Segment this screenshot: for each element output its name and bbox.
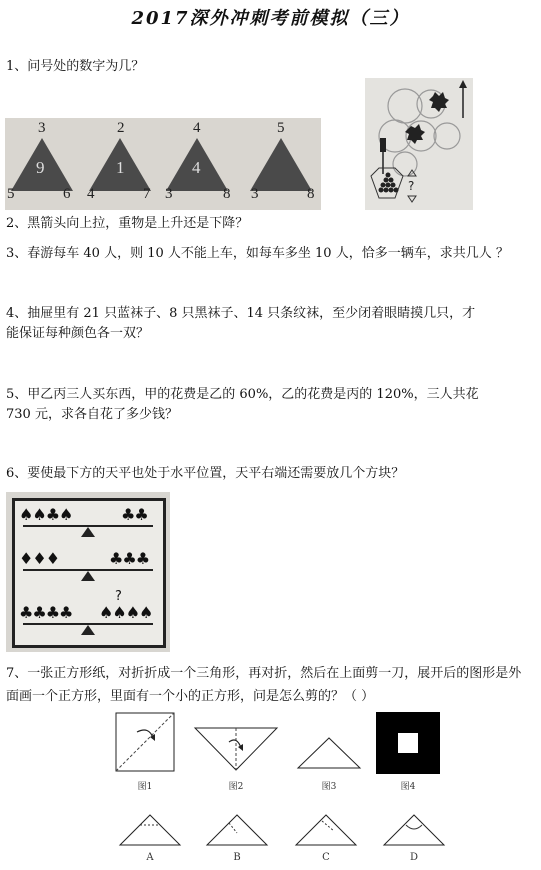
balance3-fulcrum [81,625,95,635]
tri3-top: 4 [193,120,201,136]
option-b-figure [205,811,269,847]
balance2-fulcrum [81,571,95,581]
option-c-label: C [322,852,330,863]
fold-caption-3: 图3 [321,782,337,792]
fold-figure-2 [193,726,279,774]
tri2-right: 7 [143,186,151,202]
balance1-right: ♣♣ [121,505,148,524]
triangle-4 [250,138,312,191]
balance1-left: ♠♠♣♠ [19,505,73,524]
gear-pulley-image [365,78,473,210]
fold-figure-4 [376,712,440,774]
balance-puzzle-image [6,492,170,652]
question-7-line2: 面画一个正方形，里面有一个小的正方形，问是怎么剪的？（ ） [6,689,375,704]
fold-caption-1: 图1 [137,782,153,792]
question-7-line1: 7、一张正方形纸，对折折成一个三角形，再对折，然后在上面剪一刀，展开后的图形是外 [6,666,522,681]
tri1-top: 3 [38,120,46,136]
question-1: 1、问号处的数字为几？ [6,59,145,74]
question-2: 2、黑箭头向上拉，重物是上升还是下降？ [6,216,249,231]
balance-frame [12,498,166,648]
option-d-figure [382,811,446,847]
tri3-right: 8 [223,186,231,202]
option-a-label: A [146,852,154,863]
balance3-right: ♠♠♠♠ [99,603,153,622]
tri4-top: 5 [277,120,285,136]
option-b-label: B [233,852,241,863]
fold-figure-3 [296,736,362,770]
fold-caption-2: 图2 [228,782,244,792]
tri4-left: 3 [251,186,259,202]
question-6: 6、要使最下方的天平也处于水平位置，天平右端还需要放几个方块？ [6,466,405,481]
tri2-top: 2 [117,120,125,136]
question-3: 3、春游每车 40 人，则 10 人不能上车，如每车多坐 10 人，恰多一辆车，求共几人 ？ [6,246,509,261]
tri4-right: 8 [307,186,315,202]
tri3-left: 3 [165,186,173,202]
balance2-left: ♦♦♦ [19,549,60,568]
question-4-line2: 能保证每种颜色各一双？ [6,326,150,341]
fold-figure-1 [115,712,175,774]
balance3-left: ♣♣♣♣ [19,603,73,622]
tri2-inside: 1 [116,158,125,177]
tri3-inside: 4 [192,158,201,177]
gear-icon-top [429,92,449,112]
question-5-line1: 5、甲乙丙三人买东西，甲的花费是乙的 60%，乙的花费是丙的 120%，三人共花 [6,387,479,402]
option-a-figure [118,811,182,847]
question-4-line1: 4、抽屉里有 21 只蓝袜子、8 只黑袜子、14 只条纹袜，至少闭着眼睛摸几只，才 [6,306,476,321]
gear-pulley-diagram [365,78,473,210]
up-arrow-icon [459,80,467,88]
tri1-inside: 9 [36,158,45,177]
balance1-fulcrum [81,527,95,537]
triangle-puzzle-image [5,118,321,210]
balance2-right: ♣♣♣ [109,549,150,568]
tri2-left: 4 [87,186,95,202]
pulley-question-mark: ? [408,179,415,193]
fold-caption-4: 图4 [400,782,416,792]
balance3-question-mark: ? [115,589,122,604]
option-c-figure [294,811,358,847]
option-d-label: D [409,852,419,863]
tri1-left: 5 [7,186,15,202]
page-title: 2017深外冲刺考前模拟（三） [131,8,410,29]
tri1-right: 6 [63,186,71,202]
question-5-line2: 730 元，求各自花了多少钱？ [6,407,178,422]
